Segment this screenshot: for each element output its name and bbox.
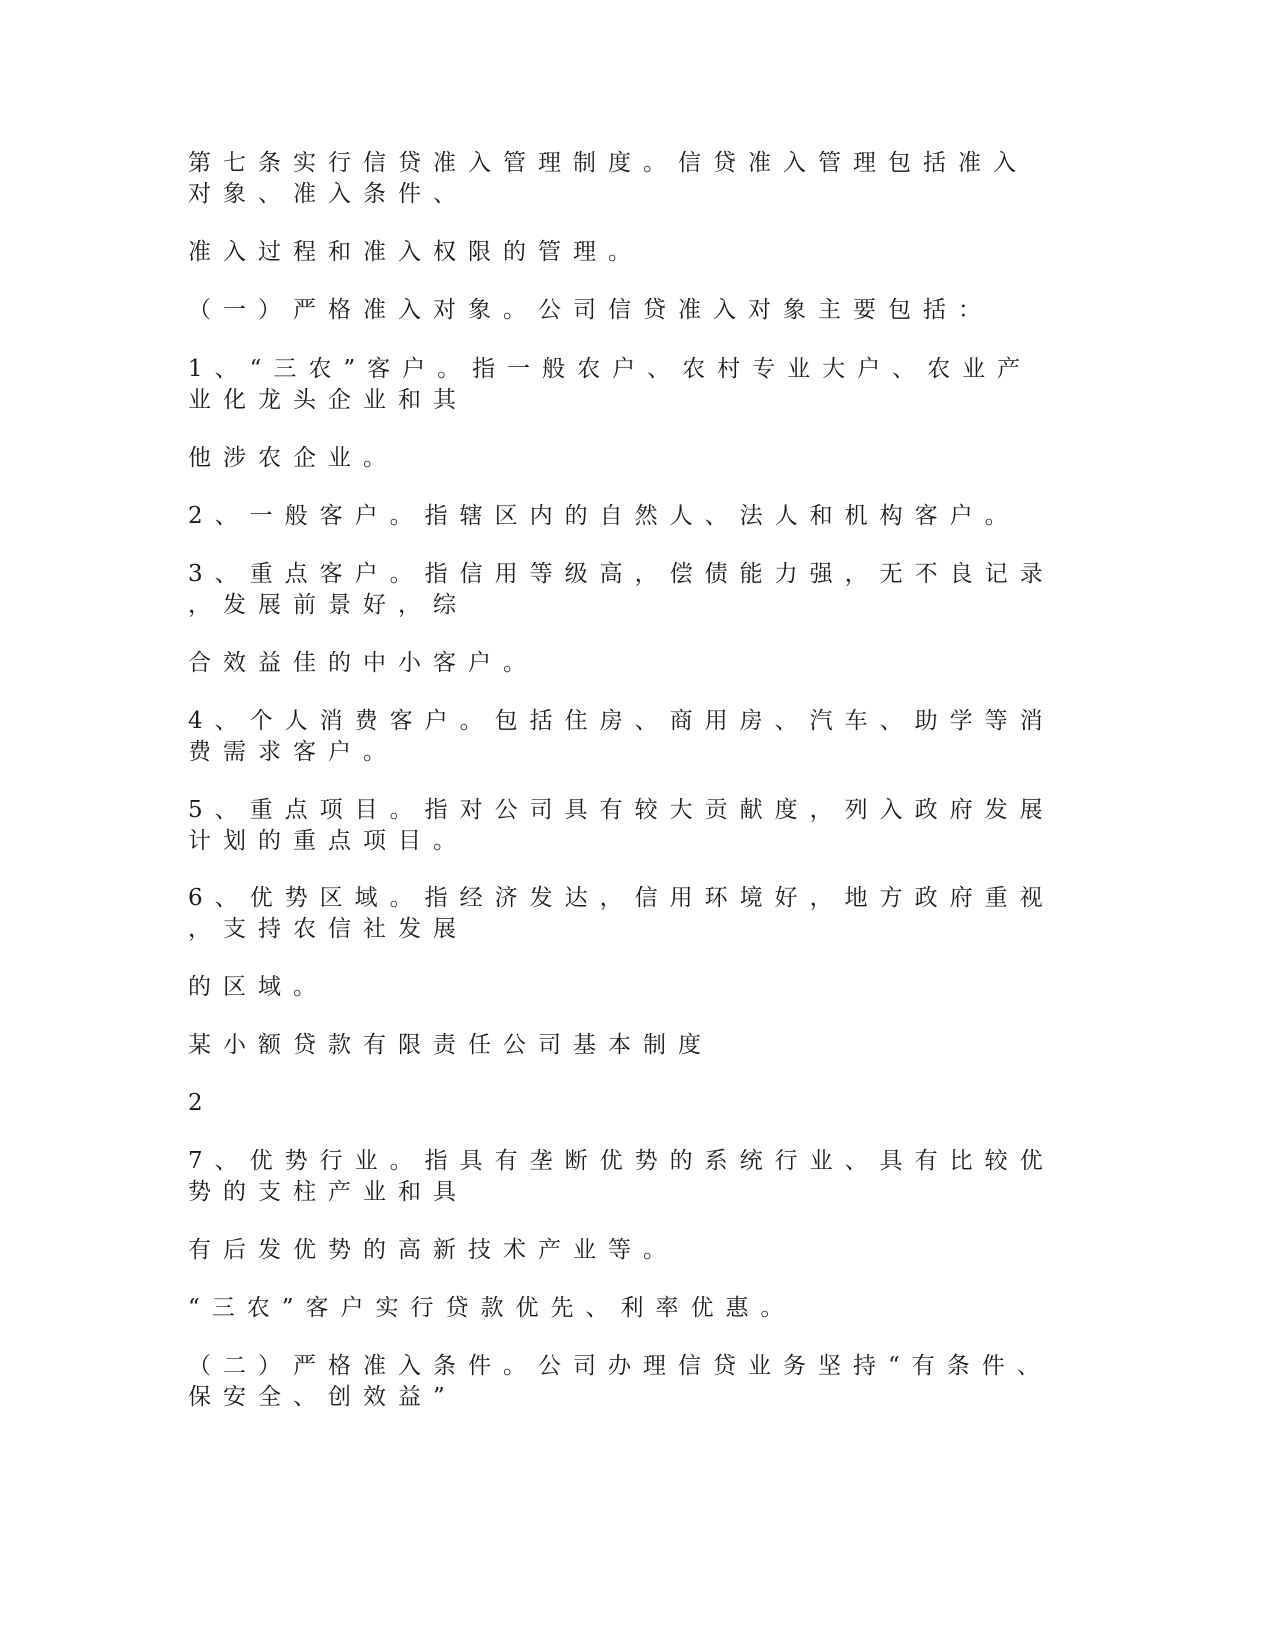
text-line: 第七条实行信贷准入管理制度。信贷准入管理包括准入 [188,150,1028,176]
text-line: 有后发优势的高新技术产业等。 [188,1237,678,1263]
paragraph-access-conditions [188,1351,1098,1413]
paragraph-item-6-cont [188,972,1098,1003]
text-line: 4、个人消费客户。包括住房、商用房、汽车、助学等消 [188,708,1055,734]
text-line: 合效益佳的中小客户。 [188,650,538,676]
text-line: 势的支柱产业和具 [188,1179,468,1205]
paragraph-item-7-cont [188,1235,1098,1266]
paragraph-item-1 [188,354,1098,416]
paragraph-item-3 [188,559,1098,621]
text-line: 7、优势行业。指具有垄断优势的系统行业、具有比较优 [188,1148,1055,1174]
text-line: 保安全、创效益” [188,1384,457,1410]
paragraph-access-objects-heading [188,295,1098,326]
paragraph-item-1-cont [188,443,1098,474]
paragraph-item-3-cont [188,648,1098,679]
running-header [188,1030,1098,1061]
text-line: 某小额贷款有限责任公司基本制度 [188,1032,713,1058]
paragraph-item-4 [188,706,1098,768]
text-line: 2 [188,1090,215,1116]
text-line: 3、重点客户。指信用等级高，偿债能力强，无不良记录 [188,561,1055,587]
text-line: 的区域。 [188,974,328,1000]
text-line: 业化龙头企业和其 [188,387,468,413]
text-line: 对象、准入条件、 [188,181,468,207]
text-line: “三农”客户实行贷款优先、利率优惠。 [188,1295,796,1321]
text-line: 准入过程和准入权限的管理。 [188,239,643,265]
paragraph-item-6 [188,883,1098,945]
text-line: （二）严格准入条件。公司办理信贷业务坚持“有条件、 [188,1353,1052,1379]
text-line: 计划的重点项目。 [188,828,468,854]
text-line: ，支持农信社发展 [188,916,468,942]
paragraph-item-7 [188,1146,1098,1208]
text-line: 他涉农企业。 [188,445,398,471]
page-number [188,1088,1098,1119]
text-line: 5、重点项目。指对公司具有较大贡献度，列入政府发展 [188,797,1055,823]
text-line: 6、优势区域。指经济发达，信用环境好，地方政府重视 [188,885,1055,911]
text-line: 1、“三农”客户。指一般农户、农村专业大户、农业产 [188,356,1033,382]
text-line: 费需求客户。 [188,739,398,765]
paragraph-access-process [188,237,1098,268]
text-line: 2、一般客户。指辖区内的自然人、法人和机构客户。 [188,503,1020,529]
paragraph-item-2 [188,501,1098,532]
text-line: ，发展前景好，综 [188,592,468,618]
text-line: （一）严格准入对象。公司信贷准入对象主要包括： [188,297,993,323]
paragraph-item-5 [188,795,1098,857]
paragraph-priority-note [188,1293,1098,1324]
paragraph-article-7 [188,148,1098,210]
